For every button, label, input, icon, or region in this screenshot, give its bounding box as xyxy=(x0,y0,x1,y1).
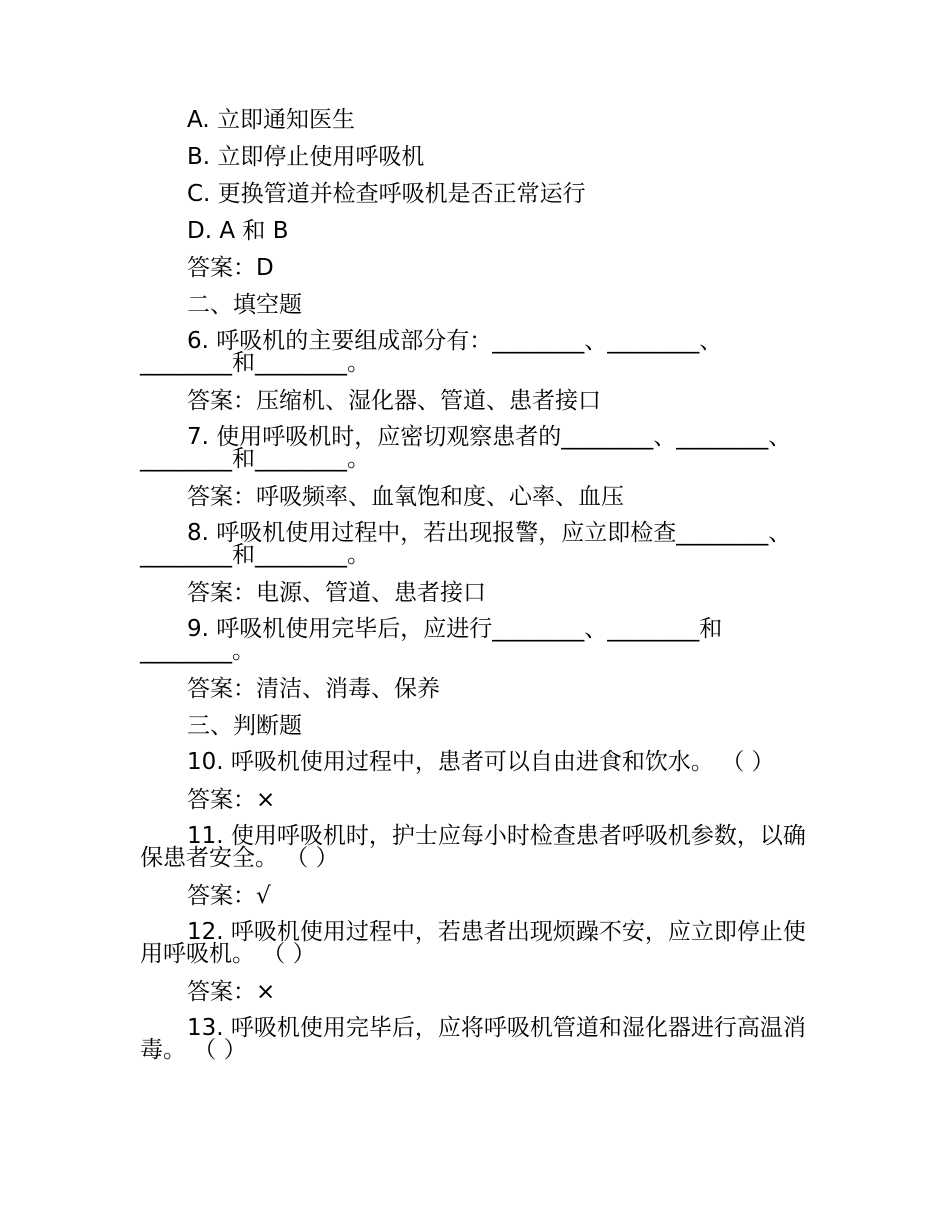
question-7: 7. 使用呼吸机时，应密切观察患者的________、________、________和________。 xyxy=(140,424,792,472)
answer-6: 答案：压缩机、湿化器、管道、患者接口 xyxy=(187,388,601,414)
answer-10: 答案：× xyxy=(187,787,276,813)
question-9: 9. 呼吸机使用完毕后，应进行________、________和________。 xyxy=(140,616,723,664)
question-6: 6. 呼吸机的主要组成部分有：________、________、________和________。 xyxy=(140,328,723,376)
answer-12: 答案：× xyxy=(187,979,276,1005)
answer-5: 答案：D xyxy=(187,255,274,281)
option-c: C. 更换管道并检查呼吸机是否正常运行 xyxy=(187,181,586,207)
question-8: 8. 呼吸机使用过程中，若出现报警，应立即检查________、________和________。 xyxy=(140,520,792,568)
question-13: 13. 呼吸机使用完毕后，应将呼吸机管道和湿化器进行高温消毒。 （ ） xyxy=(140,1015,806,1063)
question-11: 11. 使用呼吸机时，护士应每小时检查患者呼吸机参数，以确保患者安全。 （ ） xyxy=(140,823,806,871)
answer-8: 答案：电源、管道、患者接口 xyxy=(187,580,486,606)
section-fill-blank-heading: 二、填空题 xyxy=(187,292,302,318)
option-d: D. A 和 B xyxy=(187,218,289,244)
question-10: 10. 呼吸机使用过程中，患者可以自由进食和饮水。 （ ） xyxy=(187,749,775,775)
option-b: B. 立即停止使用呼吸机 xyxy=(187,144,425,170)
section-true-false-heading: 三、判断题 xyxy=(187,713,302,739)
question-12: 12. 呼吸机使用过程中，若患者出现烦躁不安，应立即停止使用呼吸机。 （ ） xyxy=(140,919,806,967)
answer-11: 答案：√ xyxy=(187,883,271,909)
option-a: A. 立即通知医生 xyxy=(187,107,355,133)
answer-9: 答案：清洁、消毒、保养 xyxy=(187,676,440,702)
document-content xyxy=(140,102,810,1070)
answer-7: 答案：呼吸频率、血氧饱和度、心率、血压 xyxy=(187,484,624,510)
